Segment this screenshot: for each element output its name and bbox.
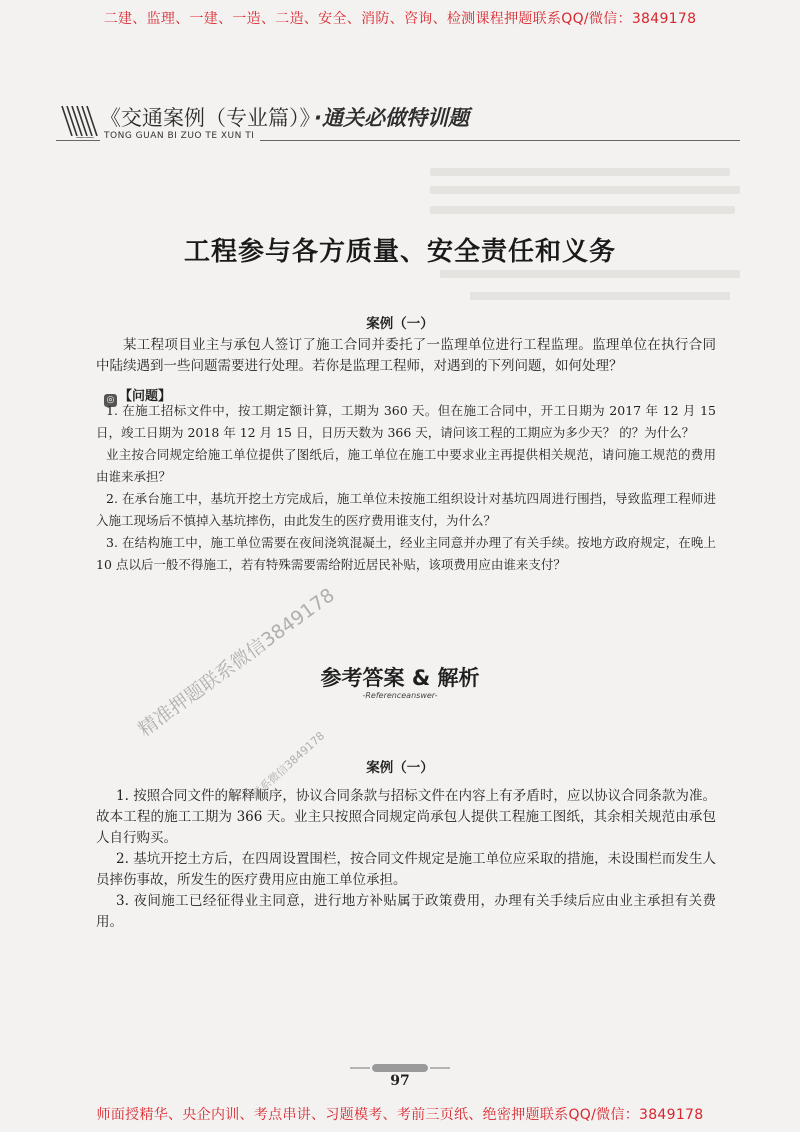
series-title: ·通关必做特训题 bbox=[314, 106, 469, 130]
answer-title-text: 参考答案 bbox=[320, 665, 405, 690]
answer-section-title bbox=[0, 662, 800, 692]
watermark: 精准押题联系微信3849178 bbox=[134, 584, 339, 742]
page-number: 97 bbox=[390, 1073, 410, 1089]
header-dash-decoration: —— bbox=[76, 133, 94, 143]
watermark-small: 联系微信3849178 bbox=[249, 729, 328, 802]
top-promo-banner: 二建、监理、一建、一造、二造、安全、消防、咨询、检测课程押题联系QQ/微信：3849178 bbox=[103, 11, 697, 27]
header-pinyin: TONG GUAN BI ZUO TE XUN TI bbox=[100, 131, 260, 141]
answer-case-title: 案例（一） bbox=[366, 760, 434, 776]
running-header-title bbox=[100, 102, 469, 132]
bleed-through-line bbox=[470, 292, 730, 300]
answer-2: 2. 基坑开挖土方后，在四周设置围栏，按合同文件规定是施工单位应采取的措施，未设围栏而发生人员摔伤事故，所发生的医疗费用应由施工单位承担。 bbox=[96, 851, 716, 888]
case-intro: 某工程项目业主与承包人签订了施工合同并委托了一监理单位进行工程监理。监理单位在执行合同中陆续遇到一些问题需要进行处理。若你是监理工程师，对遇到的下列问题，如何处理？ bbox=[96, 337, 716, 374]
case-title: 案例（一） bbox=[366, 316, 434, 332]
book-title: 《交通案例（专业篇）》 bbox=[100, 106, 310, 130]
bottom-promo-banner: 师面授精华、央企内训、考点串讲、习题模考、考前三页纸、绝密押题联系QQ/微信：3849178 bbox=[96, 1107, 704, 1123]
answer-3: 3. 夜间施工已经征得业主同意，进行地方补贴属于政策费用，办理有关手续后应由业主承担有关费用。 bbox=[96, 893, 716, 930]
answer-section-subtitle: -Referenceanswer- bbox=[362, 691, 438, 700]
question-2: 2. 在承台施工中，基坑开挖土方完成后，施工单位未按施工组织设计对基坑四周进行围挡，导致监理工程师进入施工现场后不慎掉入基坑摔伤，由此发生的医疗费用谁支付，为什么？ bbox=[96, 491, 716, 528]
bleed-through-line bbox=[430, 186, 740, 194]
bleed-through-line bbox=[430, 168, 730, 176]
questions-label-text: 【问题】 bbox=[119, 389, 172, 404]
question-3: 3. 在结构施工中，施工单位需要在夜间浇筑混凝土，经业主同意并办理了有关手续。按地方政府规定，在晚上 10 点以后一般不得施工，若有特殊需要需给附近居民补贴，该项费用应由谁来支付？ bbox=[96, 535, 716, 572]
question-icon: ◎ bbox=[104, 394, 117, 407]
answer-title-amp: & bbox=[411, 666, 431, 690]
question-1-followup: 业主按合同规定给施工单位提供了图纸后，施工单位在施工中要求业主再提供相关规范，请问施工规范的费用由谁来承担？ bbox=[96, 447, 716, 484]
header-stripes-decoration bbox=[60, 106, 100, 136]
page-title: 工程参与各方质量、安全责任和义务 bbox=[183, 237, 616, 267]
answer-1: 1. 按照合同文件的解释顺序，协议合同条款与招标文件在内容上有矛盾时，应以协议合同条款为准。故本工程的施工工期为 366 天。业主只按照合同规定尚承包人提供工程施工图纸，其余相关规范由承包人自行购买。 bbox=[96, 788, 716, 846]
bleed-through-line bbox=[440, 270, 740, 278]
bleed-through-line bbox=[430, 206, 735, 214]
answer-title-text-2: 解析 bbox=[437, 665, 480, 690]
question-1: 1. 在施工招标文件中，按工期定额计算，工期为 360 天。但在施工合同中，开工日期为 2017 年 12 月 15 日，竣工日期为 2018 年 12 月 15 日，日历天数为 366 天，请问该工程的工期应为多少天？ 的？为什么？ bbox=[96, 403, 716, 440]
